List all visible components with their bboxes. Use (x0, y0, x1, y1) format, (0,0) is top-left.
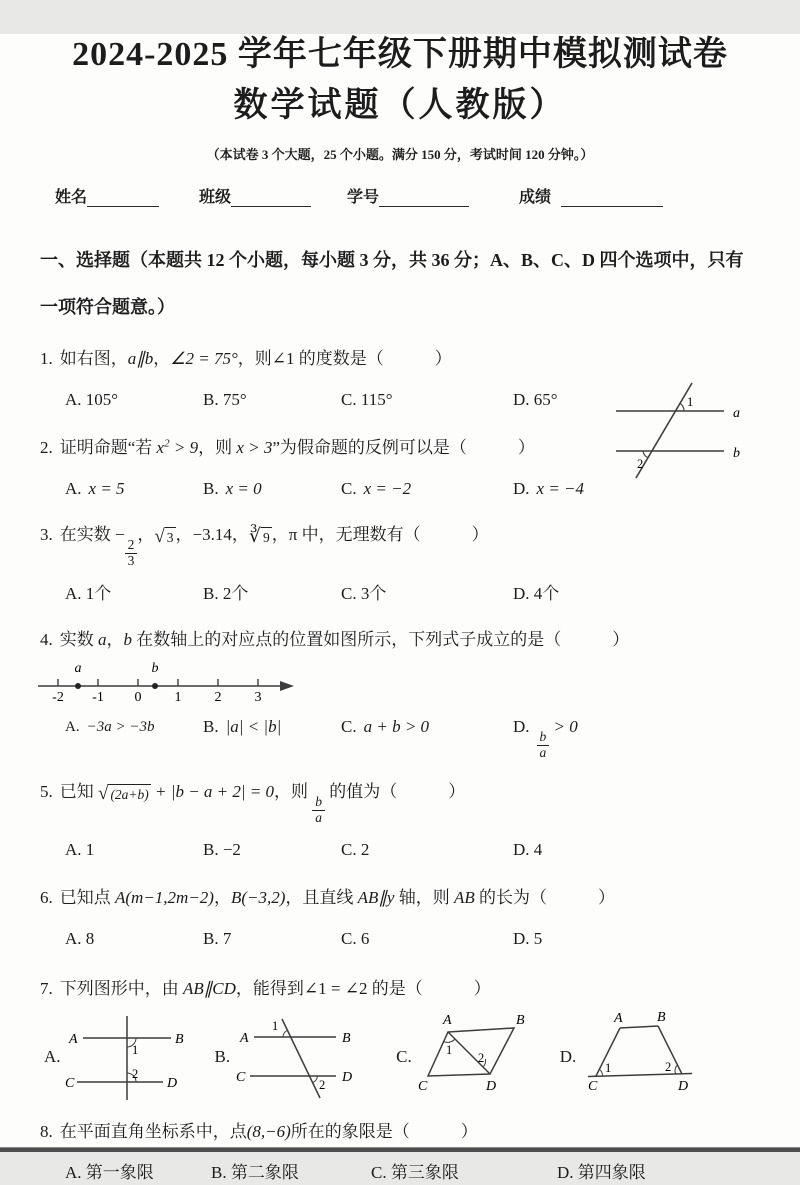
question-4 (0, 626, 800, 761)
q1-option-c: C. 115° (341, 390, 393, 409)
question-4-options (65, 715, 800, 761)
q7-diagram-d (580, 1012, 700, 1102)
label-D: D (166, 1076, 177, 1092)
q4-option-d: D. $\frac{b}{a}$ > 0 (513, 716, 578, 760)
q8-option-c: C. 第三象限 (371, 1163, 459, 1183)
q5-option-a: A. 1 (65, 840, 95, 860)
sqrt-3: √ 3 (154, 526, 174, 547)
q1-option-a: A. 105° (65, 390, 119, 409)
paper-note: （本试卷 3 个大题，25 个小题。满分 150 分，考试时间 120 分钟。） (206, 147, 594, 162)
cbrt-9: ∛ 9 (248, 526, 270, 547)
angle-1: 1 (272, 1019, 279, 1034)
point-b-dot (152, 683, 158, 689)
fraction-2-3: $\frac{2}{3}$ (125, 538, 138, 569)
name-blank (87, 189, 159, 207)
q4-option-c: C. a + b > 0 (341, 716, 430, 736)
q1-parallel-lines-figure (608, 380, 758, 482)
question-2-stem: 2. 证明命题“若 $x^2 > 9$，则 x > 3”为假命题的反例可以是（ ） (40, 437, 535, 457)
fig1-angle-2: 2 (637, 457, 644, 471)
label-A: A (442, 1013, 452, 1029)
fig1-label-a: a (733, 406, 740, 421)
q7-figure-b: B. A B C D 1 2 (215, 1012, 373, 1102)
q3-option-b: B. 2个 (203, 583, 249, 603)
student-id-field: 学号 (347, 184, 469, 207)
q7-figure-a: A. A B C D 1 2 (44, 1012, 193, 1102)
q6-option-d: D. 5 (513, 929, 543, 949)
tick-neg2: -2 (52, 689, 64, 705)
label-B: B (342, 1031, 351, 1047)
q4-option-a: A. −3a > −3b (65, 718, 155, 735)
question-5-stem: 5. 已知 √ (2a+b) + |b − a + 2| = 0，则 $\frac{b}{a}$ 的值为（ ） (40, 782, 466, 826)
q8-option-a: A. 第一象限 (65, 1163, 154, 1183)
q6-option-b: B. 7 (203, 929, 232, 949)
axis-arrow (280, 681, 294, 691)
label-A: A (614, 1011, 623, 1027)
fraction-b-a: $\frac{b}{a}$ (312, 795, 325, 826)
question-5 (0, 776, 800, 862)
tick-neg1: -1 (92, 689, 104, 705)
q4-number-line (34, 659, 300, 705)
q7-diagram-c (416, 1012, 530, 1102)
section-1-heading: 一、选择题（本题共 12 个小题，每小题 3 分，共 36 分；A、B、C、D 四个选项中，只有一项符合题意。） (40, 250, 744, 317)
angle-2-arc (643, 451, 648, 458)
question-8-options (65, 1161, 800, 1185)
q7-figure-c: C. A B C D 1 2 (396, 1012, 530, 1102)
point-a-dot (75, 683, 81, 689)
class-blank (231, 189, 311, 207)
q2-option-d: D. x = −4 (513, 479, 585, 498)
question-1-stem: 1. 如右图，a∥b，∠2 = 75°，则∠1 的度数是（ ） (40, 349, 452, 368)
label-A: A (68, 1032, 78, 1048)
label-B: B (657, 1010, 666, 1026)
q1-option-b: B. 75° (203, 390, 247, 409)
q3-option-c: C. 3个 (341, 583, 387, 603)
question-3-options (65, 582, 800, 606)
label-D: D (485, 1079, 496, 1095)
question-8-stem: 8. 在平面直角坐标系中，点(8,−6)所在的象限是（ ） (40, 1122, 478, 1142)
q7-figure-d: D. A B C D 1 2 (560, 1012, 701, 1102)
side-AB (620, 1026, 658, 1028)
label-C: C (588, 1079, 598, 1095)
angle-1: 1 (445, 1043, 452, 1058)
angle-2: 2 (477, 1051, 484, 1066)
question-7-figures (44, 1012, 800, 1102)
numline-point-a: a (74, 660, 82, 676)
label-D: D (678, 1079, 689, 1095)
label-D: D (342, 1070, 353, 1086)
angle-1: 1 (605, 1061, 612, 1076)
transversal-line (636, 383, 692, 478)
question-3-stem: 3. 在实数 − $\frac{2}{3}$ ， √ 3 ，−3.14， ∛ 9 ，π 中，无理数有（ ） (40, 525, 489, 568)
label-B: B (515, 1013, 525, 1029)
numline-point-b: b (151, 660, 159, 676)
label-C: C (64, 1076, 74, 1092)
q2-option-a: A. x = 5 (65, 479, 125, 498)
fraction-b-a: $\frac{b}{a}$ (537, 730, 550, 761)
transversal (282, 1019, 320, 1098)
q3-option-a: A. 1个 (65, 583, 112, 603)
paper-title-line2: 数学试题（人教版） (233, 87, 567, 124)
tick-0: 0 (134, 689, 142, 705)
tick-2: 2 (214, 689, 222, 705)
label-B: B (174, 1032, 184, 1048)
photo-bottom-edge (0, 1147, 800, 1152)
question-5-options (65, 838, 800, 862)
angle-2: 2 (131, 1067, 138, 1082)
sqrt-2a-plus-b: √ (2a+b) (98, 783, 149, 805)
angle-2: 2 (319, 1078, 326, 1093)
q6-option-a: A. 8 (65, 929, 95, 949)
angle-1: 1 (131, 1043, 138, 1058)
question-7 (0, 975, 800, 1102)
paper-title-line1: 2024-2025 学年七年级下册期中模拟测试卷 (72, 36, 728, 73)
q7-diagram-b (234, 1012, 372, 1102)
label-A: A (240, 1031, 249, 1047)
class-field: 班级 (199, 184, 311, 207)
question-4-stem: 4. 实数 a，b 在数轴上的对应点的位置如图所示，下列式子成立的是（ ） (40, 629, 630, 649)
q6-option-c: C. 6 (341, 929, 370, 949)
question-6-stem: 6. 已知点 A(m−1,2m−2)，B(−3,2)，且直线 AB∥y 轴，则 AB 的长为（ ） (40, 888, 616, 908)
q4-option-b: B. |a| < |b| (203, 716, 282, 736)
label-C: C (236, 1070, 246, 1086)
q8-option-d: D. 第四象限 (557, 1163, 646, 1183)
score-blank (561, 189, 663, 207)
question-6 (0, 884, 800, 951)
tick-1: 1 (174, 689, 182, 705)
q5-option-d: D. 4 (513, 840, 543, 860)
q7-diagram-a (65, 1012, 193, 1102)
name-field: 姓名 (55, 184, 159, 207)
q5-option-b: B. −2 (203, 840, 241, 860)
fig1-label-b: b (733, 446, 740, 461)
q2-option-b: B. x = 0 (203, 479, 262, 498)
score-field: 成绩 (519, 184, 663, 207)
q5-option-c: C. 2 (341, 840, 370, 860)
fig1-angle-1: 1 (687, 395, 694, 409)
base-CD (588, 1074, 692, 1077)
q3-option-d: D. 4个 (513, 583, 560, 603)
question-3 (0, 519, 800, 606)
question-6-options (65, 927, 800, 951)
angle-2: 2 (665, 1060, 672, 1075)
label-C: C (417, 1079, 428, 1095)
q1-option-d: D. 65° (513, 390, 558, 409)
student-info-row (55, 184, 800, 207)
q8-option-b: B. 第二象限 (211, 1163, 299, 1183)
q2-option-c: C. x = −2 (341, 479, 412, 498)
student-id-blank (379, 189, 469, 207)
exam-paper-page (0, 34, 800, 1183)
tick-3: 3 (254, 689, 262, 705)
parallelogram-ABDC (428, 1028, 514, 1076)
question-7-stem: 7. 下列图形中，由 AB∥CD，能得到∠1 = ∠2 的是（ ） (40, 979, 491, 999)
